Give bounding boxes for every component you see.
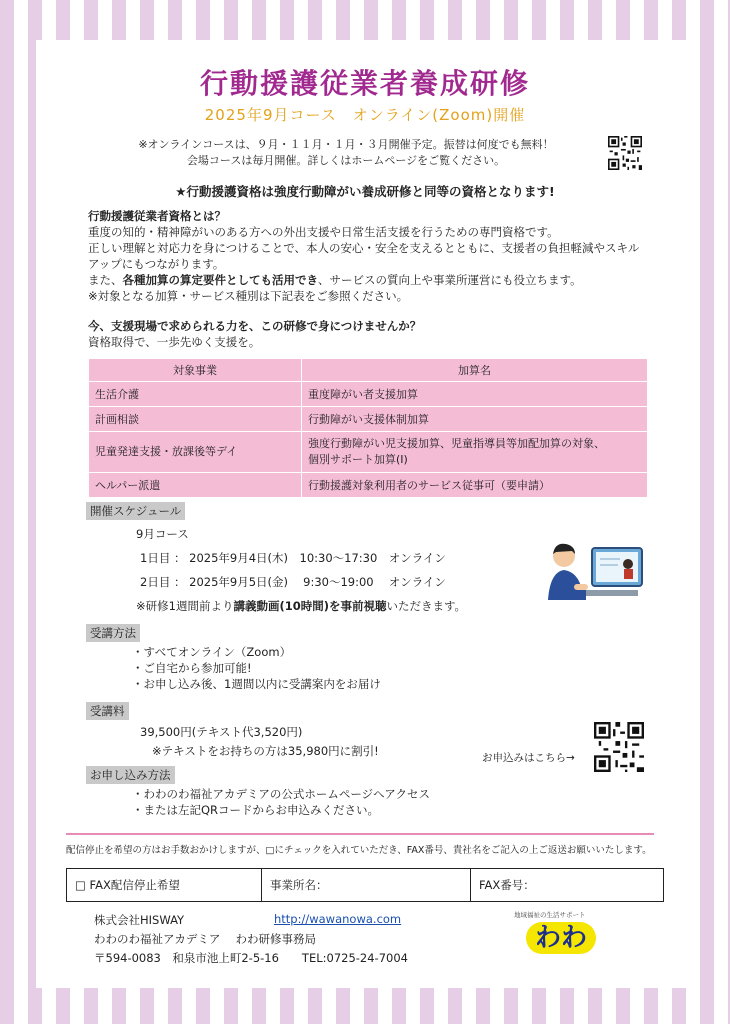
fax-stop-note: 配信停止を希望の方はお手数おかけしますが、□にチェックを入れていただき、FAX番号、貴社名をご記入の上ご返送お願いいたします。 (66, 845, 652, 856)
course-subtitle: 2025年9月コース オンライン(Zoom)開催 (204, 106, 526, 124)
fee-price: 39,500円(テキスト代3,520円) (140, 725, 303, 739)
apply-qr-code-icon[interactable] (594, 722, 644, 772)
fax-number-field[interactable]: FAX番号： (479, 878, 535, 892)
online-learner-illustration (546, 540, 646, 616)
table-row: 児童発達支援・放課後等デイ 強度行動障がい児支援加算、児童指導員等加配加算の対象、 個別サポート加算(Ⅰ) (89, 432, 648, 473)
apply-arrow-text: お申込みはこちら→ (482, 752, 575, 764)
schedule-day1: 1日目 ： 2025年9月4日(木) 10:30～17:30 オンライン (140, 551, 446, 565)
fee-discount: ※テキストをお持ちの方は35,980円に割引! (152, 744, 379, 758)
academy-name: わわのわ福祉アカデミア わわ研修事務局 (94, 932, 317, 946)
office-name-field[interactable]: 事業所名： (262, 869, 471, 901)
company-name: 株式会社HISWAY (94, 913, 185, 927)
website-link[interactable]: http://wawanowa.com (274, 912, 402, 926)
apply-label: お申し込み方法 (86, 766, 175, 784)
list-item: ・お申し込み後、1週間以内に受講案内をお届け (132, 677, 381, 691)
schedule-note: ※研修1週間前より講義動画(10時間)を事前視聴いただきます。 (136, 599, 467, 613)
table-row: ヘルパー派遣 行動援護対象利用者のサービス従事可（要申請） (89, 473, 648, 498)
schedule-day2: 2日目 ： 2025年9月5日(金) 9:30～19:00 オンライン (140, 575, 446, 589)
list-item: ・すべてオンライン（Zoom） (132, 645, 292, 659)
qualification-note: ★行動援護資格は強度行動障がい養成研修と同等の資格となります! (175, 184, 555, 199)
schedule-label: 開催スケジュール (86, 502, 185, 520)
method-label: 受講方法 (86, 624, 140, 642)
fee-label: 受講料 (86, 702, 129, 720)
page-title: 行動援護従業者養成研修 (199, 67, 530, 100)
qr-code-icon[interactable] (608, 136, 642, 170)
list-item: ・わわのわ福祉アカデミアの公式ホームページへアクセス (132, 787, 430, 801)
fax-stop-form (66, 868, 664, 902)
method-list (132, 644, 381, 692)
online-notice: ※オンラインコースは、９月・１１月・１月・３月開催予定。振替は何度でも無料！ 会場コースは毎月開催。詳しくはホームページをご覧ください。 (138, 138, 554, 167)
address-line: 〒594-0083 和泉市池上町2-5-16 TEL:0725-24-7004 (94, 951, 408, 965)
appeal-heading: 今、支援現場で求められる力を、この研修で身につけませんか？ (88, 319, 422, 333)
addition-table (88, 358, 648, 498)
appeal-section: 今、支援現場で求められる力を、この研修で身につけませんか？ 資格取得で、一歩先ゆく支援を。 (88, 318, 678, 350)
list-item: ・ご自宅から参加可能! (132, 661, 252, 675)
table-row: 計画相談 行動障がい支援体制加算 (89, 407, 648, 432)
flyer-page (36, 40, 694, 988)
divider (66, 833, 654, 835)
table-row: 生活介護 重度障がい者支援加算 (89, 382, 648, 407)
apply-list (132, 786, 430, 818)
about-heading: 行動援護従業者資格とは？ (88, 209, 226, 223)
list-item: ・または左記QRコードからお申込みください。 (132, 803, 380, 817)
table-header-row: 対象事業 加算名 (89, 359, 648, 382)
fax-stop-checkbox[interactable]: □ FAX配信停止希望 (67, 869, 262, 901)
course-name: 9月コース (136, 527, 189, 541)
wawa-logo: わわ (526, 922, 596, 954)
logo-tagline: 地域福祉の生活サポート (514, 911, 586, 919)
about-section: 行動援護従業者資格とは？ 重度の知的・精神障がいのある方への外出支援や日常生活支援を行うための専門資格です。 正しい理解と対応力を身につけることで、本人の安心・安全を支えるとともに、支援者の負担軽減やスキル アップにもつながります。 また、各種加算の算定要件としても活用でき、サービスの質向上や事業所運営にも役立ちます。 ※対象となる加算・サービス種別は下記表をご参照ください。 (88, 208, 678, 304)
